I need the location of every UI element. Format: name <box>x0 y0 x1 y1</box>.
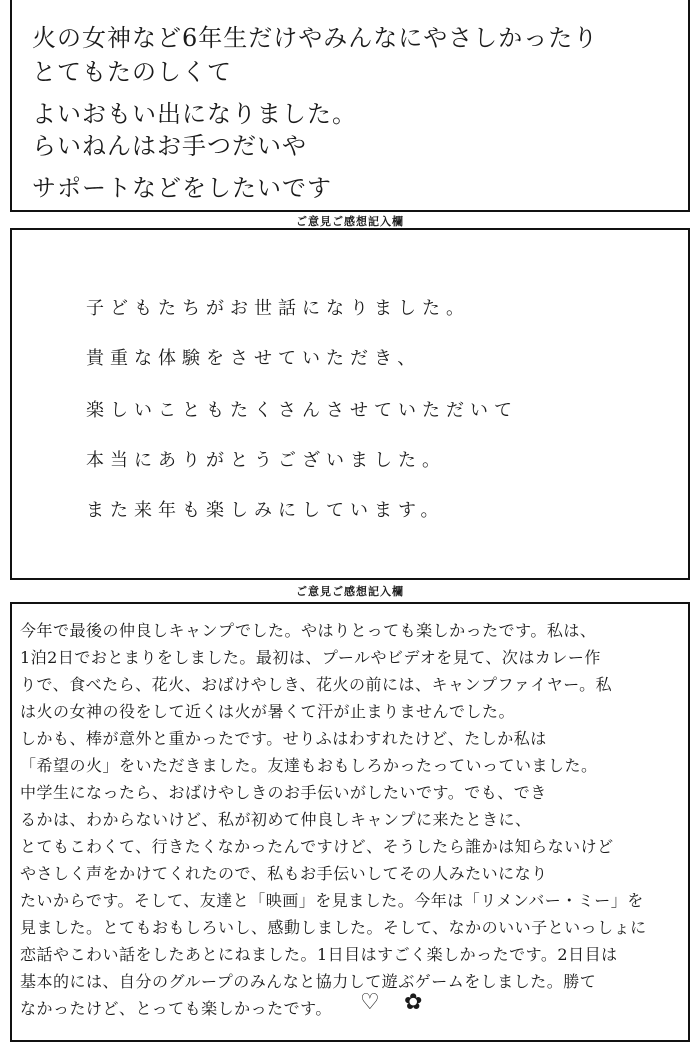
comment-line: 本当にありがとうございました。 <box>86 450 446 471</box>
form-caption: ご意見ご感想記入欄 <box>296 215 404 228</box>
comment-line: らいねんはお手つだいや <box>32 132 307 160</box>
comment-card-1 <box>10 0 690 212</box>
comment-line: しかも、棒が意外と重かったです。せりふはわすれたけど、たしか私は <box>20 729 547 748</box>
comment-line: たいからです。そして、友達と「映画」を見ました。今年は「リメンバー・ミー」を <box>20 891 644 910</box>
comment-line: やさしく声をかけてくれたので、私もお手伝いしてその人みたいになり <box>20 864 548 883</box>
comment-line: るかは、わからないけど、私が初めて仲良しキャンプに来たときに、 <box>20 810 532 829</box>
comment-line: とてもたのしくて <box>32 58 232 86</box>
comment-line: 恋話やこわい話をしたあとにねました。1日目はすごく楽しかったです。2日目は <box>20 945 618 964</box>
comment-line: りで、食べたら、花火、おばけやしき、花火の前には、キャンプファイヤー。私 <box>20 675 613 694</box>
comment-line: は火の女神の役をして近くは火が暑くて汗が止まりませんでした。 <box>20 702 516 721</box>
comment-line: 火の女神など6年生だけやみんなにやさしかったり <box>32 24 599 52</box>
comment-line: 「希望の火」をいただきました。友達もおもしろかったっていっていました。 <box>20 756 598 775</box>
comment-card-2 <box>10 228 690 580</box>
comment-line: サポートなどをしたいです <box>32 174 332 202</box>
comment-card-3 <box>10 602 690 1042</box>
form-caption: ご意見ご感想記入欄 <box>296 585 404 598</box>
comment-line: 子どもたちがお世話になりました。 <box>86 298 470 319</box>
comment-line: 中学生になったら、おばけやしきのお手伝いがしたいです。でも、でき <box>20 783 547 802</box>
comment-line: また来年も楽しみにしています。 <box>86 500 445 521</box>
comment-line: 基本的には、自分のグループのみんなと協力して遊ぶゲームをしました。勝て <box>20 972 597 991</box>
comment-line: 見ました。とてもおもしろいし、感動しました。そして、なかのいい子といっしょに <box>20 918 647 937</box>
comment-line: 貴重な体験をさせていただき、 <box>86 348 422 369</box>
comment-line: 1泊2日でおとまりをしました。最初は、プールやビデオを見て、次はカレー作 <box>20 648 601 667</box>
comment-line: 楽しいこともたくさんさせていただいて <box>86 400 518 421</box>
comment-line: なかったけど、とっても楽しかったです。 <box>20 999 332 1018</box>
flower-doodle-icon: ✿ <box>404 990 423 1015</box>
comment-line: 今年で最後の仲良しキャンプでした。やはりとっても楽しかったです。私は、 <box>20 621 597 640</box>
heart-doodle-icon: ♡ <box>360 990 380 1015</box>
comment-line: よいおもい出になりました。 <box>32 100 357 128</box>
comment-line: とてもこわくて、行きたくなかったんですけど、そうしたら誰かは知らないけど <box>20 837 614 856</box>
